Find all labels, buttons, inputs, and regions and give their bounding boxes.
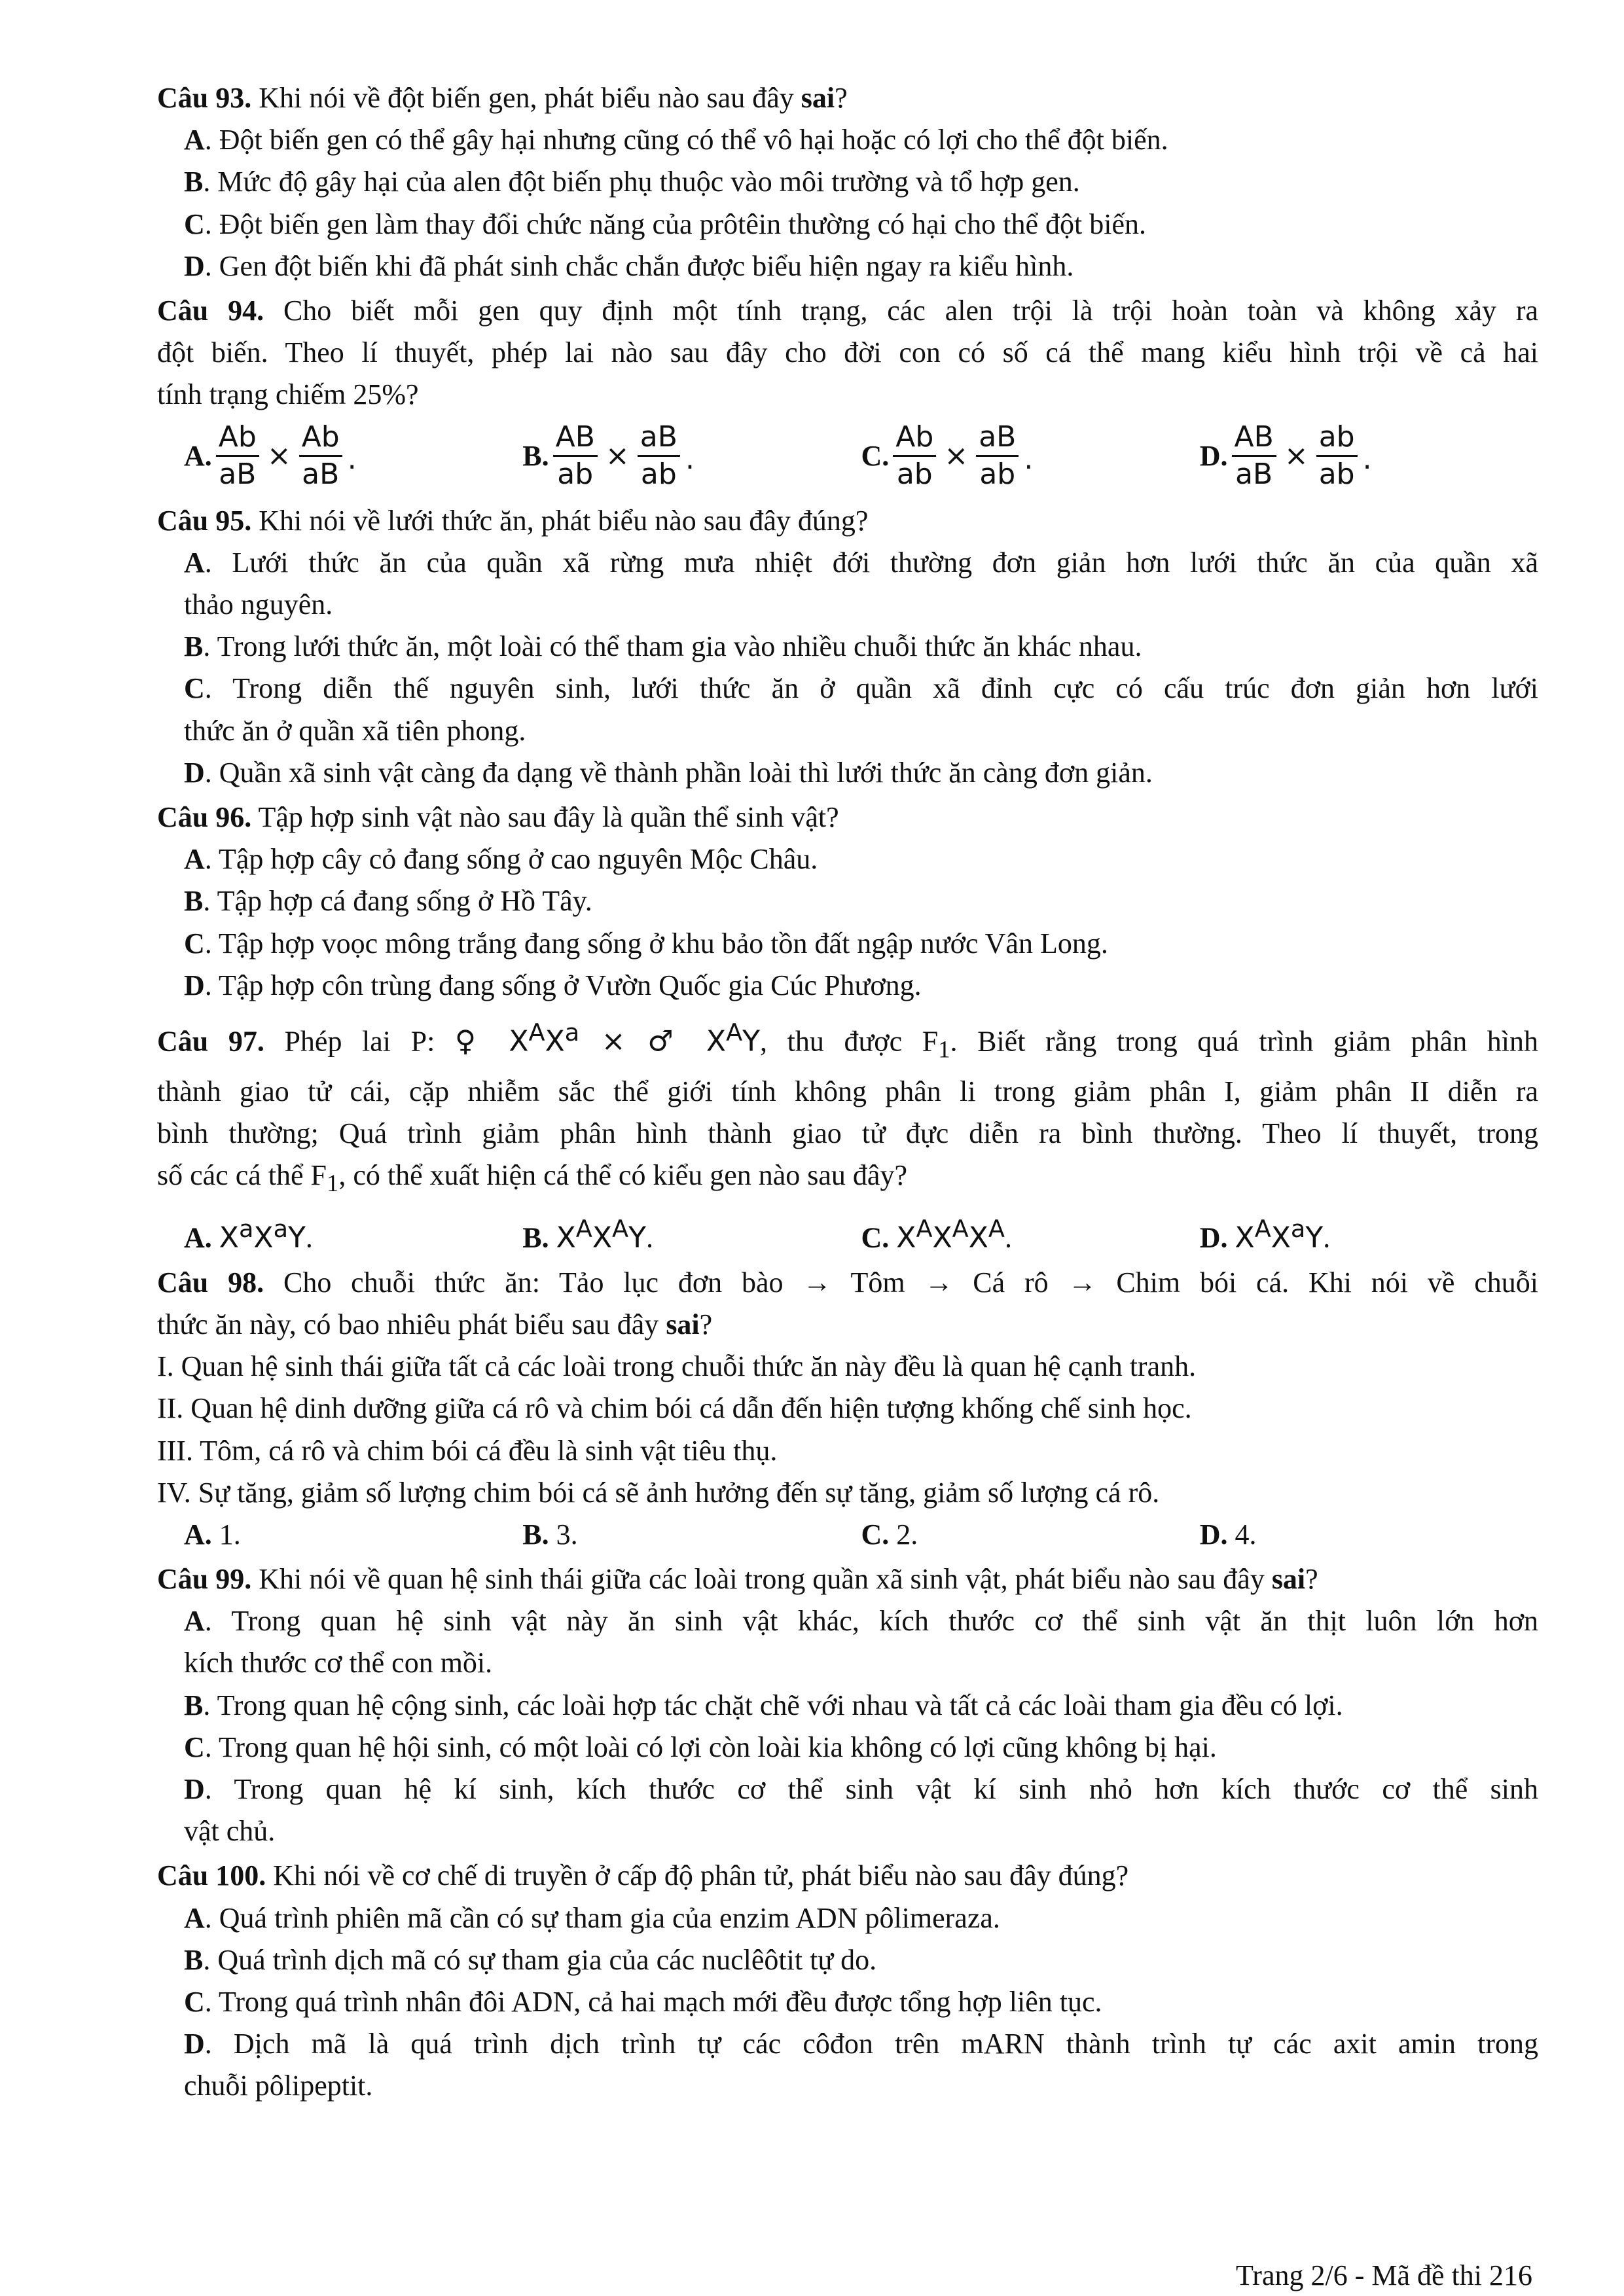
fraction: $\frac{Ab}{aB}$	[299, 420, 342, 492]
question-93: Câu 93. Khi nói về đột biến gen, phát biểu nào sau đây sai? A. Đột biến gen có thể gây hại nhưng cũng có thể vô hại hoặc có lợi cho thể đột biến. B. Mức độ gây hại của alen đột biến phụ thuộc vào môi trường và tổ hợp gen. C. Đột biến gen làm thay đổi chức năng của prôtêin thường có hại cho thể đột biến. D. Gen đột biến khi đã phát sinh chắc chắn được biểu hiện ngay ra kiểu hình.	[157, 77, 1538, 287]
option-c: C. $X^AX^AX^A$.	[861, 1215, 1012, 1255]
fraction: $\frac{AB}{ab}$	[553, 420, 598, 492]
option-b: B. $\frac{AB}{ab}$ × $\frac{aB}{ab}$ .	[522, 420, 695, 492]
option-d: D. $X^AX^aY$.	[1199, 1215, 1331, 1255]
fraction: $\frac{aB}{ab}$	[976, 420, 1019, 492]
option-c: C. Trong quan hệ hội sinh, có một loài có lợi còn loài kia không có lợi cũng không bị hại.	[184, 1731, 1217, 1763]
options-row	[157, 416, 1538, 496]
fraction: $\frac{AB}{aB}$	[1232, 420, 1276, 492]
fraction: $\frac{Ab}{ab}$	[893, 420, 936, 492]
fraction: $\frac{ab}{ab}$	[1316, 420, 1358, 492]
option-b: B. 3.	[522, 1518, 578, 1551]
question-number: Câu 95.	[157, 504, 252, 537]
option-d: D. Quần xã sinh vật càng đa dạng về thành phần loài thì lưới thức ăn càng đơn giản.	[184, 756, 1153, 789]
question-96: Câu 96. Tập hợp sinh vật nào sau đây là quần thể sinh vật? A. Tập hợp cây cỏ đang sống ở cao nguyên Mộc Châu. B. Tập hợp cá đang sống ở Hồ Tây. C. Tập hợp voọc mông trắng đang sống ở khu bảo tồn đất ngập nước Vân Long. D. Tập hợp côn trùng đang sống ở Vườn Quốc gia Cúc Phương.	[157, 797, 1538, 1007]
option-a: A. Lưới thức ăn của quần xã rừng mưa nhiệt đới thường đơn giản hơn lưới thức ăn của quần xã	[184, 546, 1538, 579]
option-d: D. Trong quan hệ kí sinh, kích thước cơ thể sinh vật kí sinh nhỏ hơn kích thước cơ thể sinh	[184, 1773, 1538, 1806]
option-a: A. Đột biến gen có thể gây hại nhưng cũng có thể vô hại hoặc có lợi cho thể đột biến.	[184, 124, 1168, 156]
option-a: A. Quá trình phiên mã cần có sự tham gia của enzim ADN pôlimeraza.	[184, 1901, 1000, 1934]
statement-3: III. Tôm, cá rô và chim bói cá đều là sinh vật tiêu thụ.	[157, 1434, 778, 1467]
option-c: C. Trong quá trình nhân đôi ADN, cả hai mạch mới đều được tổng hợp liên tục.	[184, 1986, 1102, 2018]
option-b: B. Mức độ gây hại của alen đột biến phụ thuộc vào môi trường và tổ hợp gen.	[184, 166, 1080, 198]
option-b: B. Trong lưới thức ăn, một loài có thể tham gia vào nhiều chuỗi thức ăn khác nhau.	[184, 630, 1142, 663]
statement-2: II. Quan hệ dinh dưỡng giữa cá rô và chim bói cá dẫn đến hiện tượng khống chế sinh học.	[157, 1392, 1192, 1425]
fraction: $\frac{aB}{ab}$	[638, 420, 680, 492]
option-b: B. Tập hợp cá đang sống ở Hồ Tây.	[184, 885, 592, 918]
option-c: C. Trong diễn thế nguyên sinh, lưới thức ăn ở quần xã đỉnh cực có cấu trúc đơn giản hơn lưới	[184, 672, 1538, 705]
question-95: Câu 95. Khi nói về lưới thức ăn, phát biểu nào sau đây đúng? A. Lưới thức ăn của quần xã rừng mưa nhiệt đới thường đơn giản hơn lưới thức ăn của quần xã thảo nguyên. B. Trong lưới thức ăn, một loài có thể tham gia vào nhiều chuỗi thức ăn khác nhau. C. Trong diễn thế nguyên sinh, lưới thức ăn ở quần xã đỉnh cực có cấu trúc đơn giản hơn lưới thức ăn ở quần xã tiên phong. D. Quần xã sinh vật càng đa dạng về thành phần loài thì lưới thức ăn càng đơn giản.	[157, 500, 1538, 794]
option-c: C. Tập hợp voọc mông trắng đang sống ở khu bảo tồn đất ngập nước Vân Long.	[184, 927, 1108, 960]
option-d: D. $\frac{AB}{aB}$ × $\frac{ab}{ab}$ .	[1199, 420, 1372, 492]
option-a: A. Tập hợp cây cỏ đang sống ở cao nguyên Mộc Châu.	[184, 843, 818, 876]
option-a: A. $\frac{Ab}{aB}$ × $\frac{Ab}{aB}$ .	[184, 420, 357, 492]
option-c: C. Đột biến gen làm thay đổi chức năng của prôtêin thường có hại cho thể đột biến.	[184, 207, 1147, 240]
option-a: A. Trong quan hệ sinh vật này ăn sinh vật khác, kích thước cơ thể sinh vật ăn thịt luôn lớn hơn	[184, 1605, 1538, 1638]
fraction: $\frac{Ab}{aB}$	[216, 420, 259, 492]
options-row	[157, 1208, 1538, 1259]
option-d: D. 4.	[1199, 1518, 1257, 1551]
option-c: C. $\frac{Ab}{ab}$ × $\frac{aB}{ab}$ .	[861, 420, 1034, 492]
question-100: Câu 100. Khi nói về cơ chế di truyền ở cấp độ phân tử, phát biểu nào sau đây đúng? A. Quá trình phiên mã cần có sự tham gia của enzim ADN pôlimeraza. B. Quá trình dịch mã có sự tham gia của các nuclêôtit tự do. C. Trong quá trình nhân đôi ADN, cả hai mạch mới đều được tổng hợp liên tục. D. Dịch mã là quá trình dịch trình tự các côđon trên mARN thành trình tự các axit amin trong chuỗi pôlipeptit.	[157, 1859, 1539, 2102]
female-symbol: ♀	[454, 1024, 489, 1058]
question-number: Câu 94.	[157, 295, 264, 327]
question-number: Câu 99.	[157, 1563, 252, 1595]
statement-1: I. Quan hệ sinh thái giữa tất cả các loài trong chuỗi thức ăn này đều là quan hệ cạnh tranh.	[157, 1350, 1197, 1383]
question-97: Câu 97. Phép lai P: ♀ $X^AX^a$ × ♂ $X^AY$, thu được $F_1$. Biết rằng trong quá trình giảm phân hình thành giao tử cái, cặp nhiễm sắc thể giới tính không phân li trong giảm phân I, giảm phân II diễn ra bình thường; Quá trình giảm phân hình thành giao tử đực diễn ra bình thường. Theo lí thuyết, trong số các cá thể $F_1$, có thể xuất hiện cá thể có kiểu gen nào sau đây? A. $X^aX^aY$. B. $X^AX^AY$. C. $X^AX^AX^A$. D. $X^AX^aY$.	[157, 1012, 1538, 1259]
question-99: Câu 99. Khi nói về quan hệ sinh thái giữa các loài trong quần xã sinh vật, phát biểu nào sau đây sai? A. Trong quan hệ sinh vật này ăn sinh vật khác, kích thước cơ thể sinh vật ăn thịt luôn lớn hơn kích thước cơ thể con mồi. B. Trong quan hệ cộng sinh, các loài hợp tác chặt chẽ với nhau và tất cả các loài tham gia đều có lợi. C. Trong quan hệ hội sinh, có một loài có lợi còn loài kia không có lợi cũng không bị hại. D. Trong quan hệ kí sinh, kích thước cơ thể sinh vật kí sinh nhỏ hơn kích thước cơ thể sinh vật chủ.	[157, 1563, 1538, 1848]
option-a: A. 1.	[184, 1518, 241, 1551]
option-a: A. $X^aX^aY$.	[184, 1215, 313, 1255]
option-d: D. Dịch mã là quá trình dịch trình tự các côđon trên mARN thành trình tự các axit amin trong	[184, 2028, 1539, 2060]
question-94: Câu 94. Cho biết mỗi gen quy định một tính trạng, các alen trội là trội hoàn toàn và không xảy ra đột biến. Theo lí thuyết, phép lai nào sau đây cho đời con có số cá thể mang kiểu hình trội về cả hai tính trạng chiếm 25%? A. $\frac{Ab}{aB}$ × $\frac{Ab}{aB}$ . B. $\frac{AB}{ab}$ × $\frac{aB}{ab}$ . C. $\frac{Ab}{ab}$ × $\frac{aB}{ab}$ . D. $\frac{AB}{aB}$ × $\frac{ab}{ab}$ .	[157, 290, 1538, 496]
male-symbol: ♂	[647, 1024, 687, 1058]
question-stem: Khi nói về đột biến gen, phát biểu nào sau đây	[259, 82, 801, 114]
option-b: B. $X^AX^AY$.	[522, 1215, 653, 1255]
question-number: Câu 93.	[157, 82, 252, 114]
option-b: B. Trong quan hệ cộng sinh, các loài hợp tác chặt chẽ với nhau và tất cả các loài tham gia đều có lợi.	[184, 1689, 1343, 1721]
option-d: D. Gen đột biến khi đã phát sinh chắc chắn được biểu hiện ngay ra kiểu hình.	[184, 249, 1074, 282]
statement-4: IV. Sự tăng, giảm số lượng chim bói cá sẽ ảnh hưởng đến sự tăng, giảm số lượng cá rô.	[157, 1476, 1160, 1509]
option-b: B. Quá trình dịch mã có sự tham gia của các nuclêôtit tự do.	[184, 1943, 877, 1976]
option-d: D. Tập hợp côn trùng đang sống ở Vườn Quốc gia Cúc Phương.	[184, 969, 922, 1001]
option-c: C. 2.	[861, 1518, 918, 1551]
question-number: Câu 96.	[157, 801, 252, 834]
question-number: Câu 97.	[157, 1025, 264, 1058]
exam-page	[157, 77, 1538, 2110]
question-number: Câu 98.	[157, 1266, 264, 1299]
question-98: Câu 98. Cho chuỗi thức ăn: Tảo lục đơn bào → Tôm → Cá rô → Chim bói cá. Khi nói về chuỗi thức ăn này, có bao nhiêu phát biểu sau đây sai? I. Quan hệ sinh thái giữa tất cả các loài trong chuỗi thức ăn này đều là quan hệ cạnh tranh. II. Quan hệ dinh dưỡng giữa cá rô và chim bói cá dẫn đến hiện tượng khống chế sinh học. III. Tôm, cá rô và chim bói cá đều là sinh vật tiêu thụ. IV. Sự tăng, giảm số lượng chim bói cá sẽ ảnh hưởng đến sự tăng, giảm số lượng cá rô. A. 1. B. 3. C. 2. D. 4.	[157, 1262, 1538, 1556]
question-number: Câu 100.	[157, 1859, 266, 1892]
page-footer: Trang 2/6 - Mã đề thi 216	[1235, 2259, 1532, 2291]
options-row	[157, 1514, 1538, 1556]
